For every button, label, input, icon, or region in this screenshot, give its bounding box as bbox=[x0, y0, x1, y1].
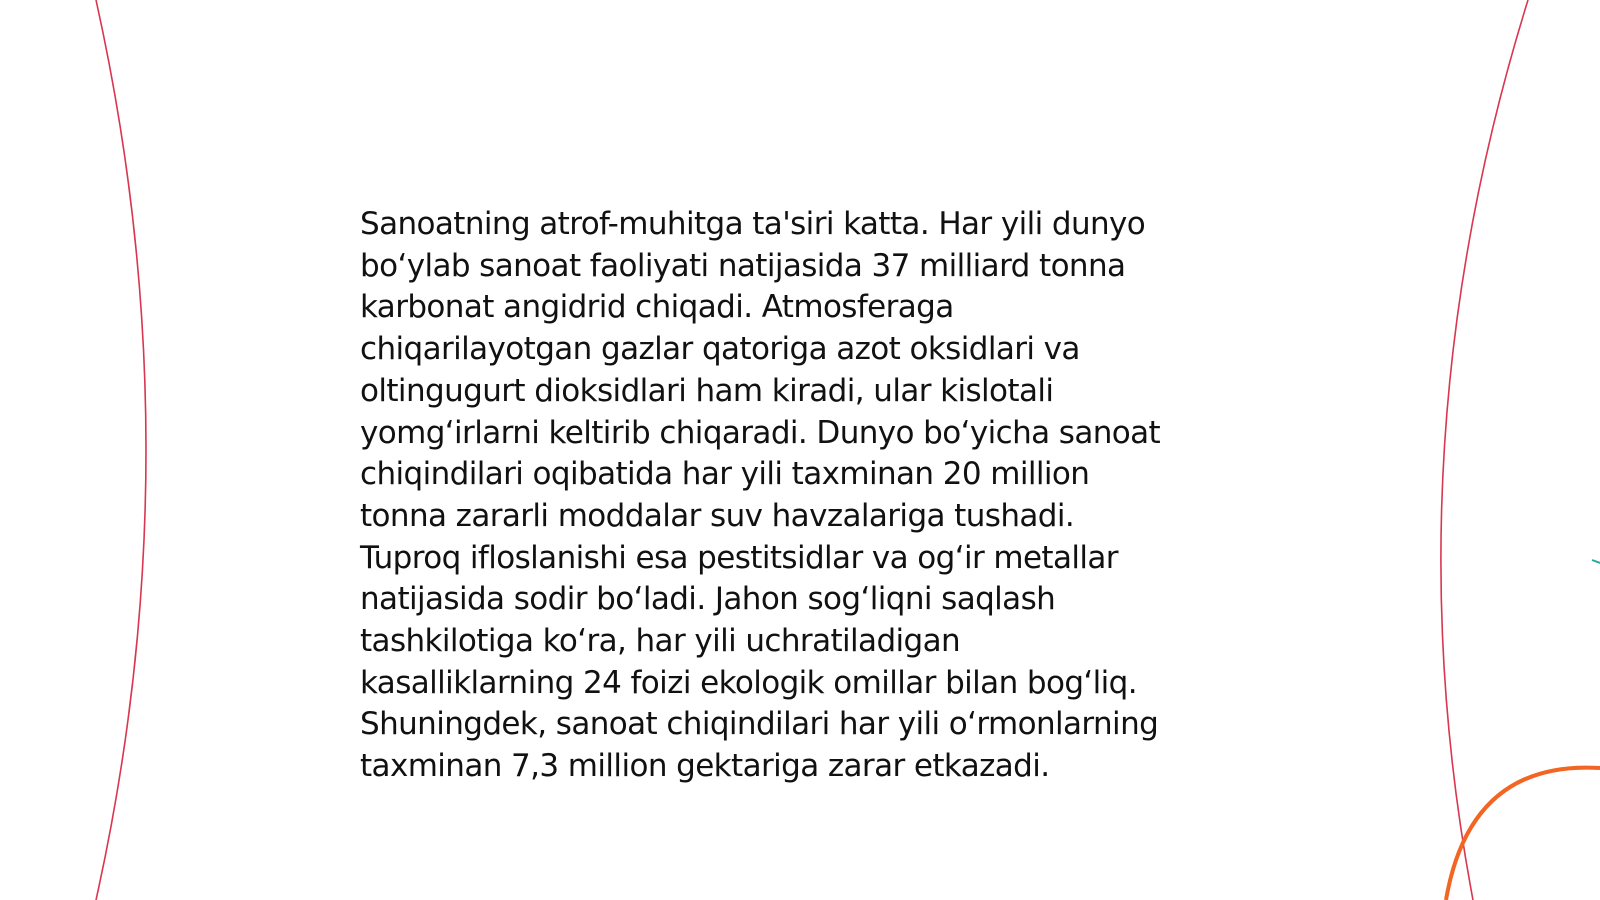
left-curve-line bbox=[96, 0, 146, 900]
right-curve-line bbox=[1441, 0, 1528, 900]
body-paragraph: Sanoatning atrof-muhitga ta'siri katta. Har yili dunyo bo‘ylab sanoat faoliyati natijasida 37 milliard tonna karbonat angidrid chiqadi. Atmosferaga chiqarilayotgan gazlar qatoriga azot oksidlari va oltingugurt dioksidlari ham kiradi, ular kislotali yomg‘irlarni keltirib chiqaradi. Dunyo bo‘yicha sanoat chiqindilari oqibatida har yili taxminan 20 million tonna zararli moddalar suv havzalariga tushadi. Tuproq ifloslanishi esa pestitsidlar va og‘ir metallar natijasida sodir bo‘ladi. Jahon sog‘liqni saqlash tashkilotiga ko‘ra, har yili uchratiladigan kasalliklarning 24 foizi ekologik omillar bilan bog‘liq. Shuningdek, sanoat chiqindilari har yili o‘rmonlarning taxminan 7,3 million gektariga zarar etkazadi. bbox=[360, 206, 1161, 785]
teal-accent-mark bbox=[1592, 560, 1600, 563]
